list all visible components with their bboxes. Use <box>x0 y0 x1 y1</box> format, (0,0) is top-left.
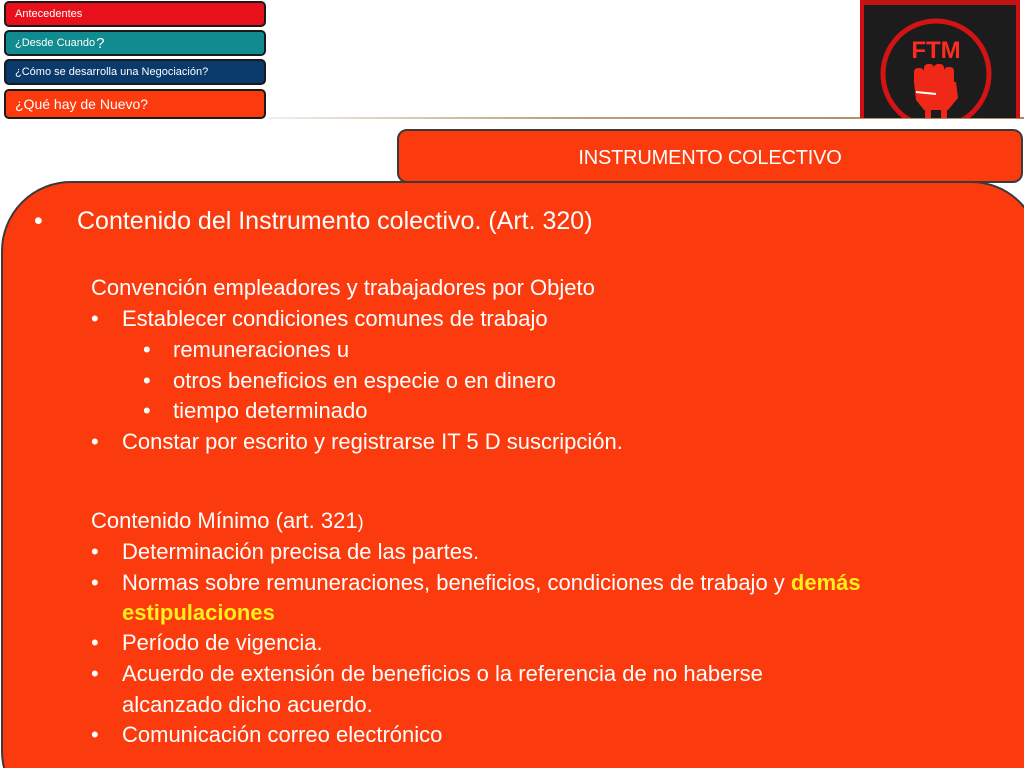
bullet-marker: • <box>91 722 99 747</box>
heading-bullet: • <box>34 207 43 235</box>
section-title-tab <box>397 129 1023 183</box>
nav-antecedentes-button[interactable] <box>4 1 266 27</box>
section1-title: Convención empleadores y trabajadores por Objeto <box>91 275 595 300</box>
s1-sub3: tiempo determinado <box>173 398 368 423</box>
raised-fist-icon <box>914 64 958 118</box>
nav-desde-cuando-question-mark: ? <box>96 34 105 52</box>
s2-item4-line1: Acuerdo de extensión de beneficios o la referencia de no haberse <box>122 661 763 686</box>
section-title: INSTRUMENTO COLECTIVO <box>578 147 842 169</box>
s2-item2-highlight-demas: demás <box>790 570 861 595</box>
bullet-marker: • <box>91 661 99 686</box>
section2-title-paren: ) <box>357 512 364 532</box>
nav-que-hay-nuevo-button[interactable] <box>4 89 266 119</box>
bullet-marker: • <box>143 398 151 423</box>
s2-item2-highlight-estipulaciones: estipulaciones <box>122 600 275 625</box>
s1-sub1: remuneraciones u <box>173 337 350 362</box>
s1-item2: Constar por escrito y registrarse IT 5 D suscripción. <box>122 429 623 454</box>
ftm-logo <box>860 0 1020 118</box>
bullet-marker: • <box>143 337 151 362</box>
section2-title-text: Contenido Mínimo (art. 321 <box>91 508 358 533</box>
bullet-marker: • <box>143 368 151 393</box>
logo-top-strip <box>864 0 1016 5</box>
nav-desde-cuando-button[interactable] <box>4 30 266 56</box>
s2-item3: Período de vigencia. <box>122 630 323 655</box>
nav-desde-cuando-label: ¿Desde Cuando <box>15 37 96 49</box>
nav-antecedentes-label: Antecedentes <box>15 8 83 20</box>
s1-item1: Establecer condiciones comunes de trabajo <box>122 306 548 331</box>
s1-sub2: otros beneficios en especie o en dinero <box>173 368 556 393</box>
nav-como-negociacion-button[interactable] <box>4 59 266 85</box>
s2-item1: Determinación precisa de las partes. <box>122 539 480 564</box>
content-heading: Contenido del Instrumento colectivo. (Art. 320) <box>77 207 593 235</box>
bullet-marker: • <box>91 429 99 454</box>
s2-item2-text: Normas sobre remuneraciones, beneficios, condiciones de trabajo y <box>122 570 791 595</box>
nav-que-hay-nuevo-label: ¿Qué hay de Nuevo? <box>15 96 149 112</box>
bullet-marker: • <box>91 539 99 564</box>
logo-emblem <box>876 12 996 118</box>
s2-item2-line1 <box>122 570 861 596</box>
s2-item5: Comunicación correo electrónico <box>122 722 443 747</box>
logo-text: FTM <box>911 37 961 64</box>
s2-item4-line2: alcanzado dicho acuerdo. <box>122 692 373 717</box>
bullet-marker: • <box>91 630 99 655</box>
bullet-marker: • <box>91 570 99 595</box>
nav-como-negociacion-label: ¿Cómo se desarrolla una Negociación? <box>15 66 209 78</box>
section2-title <box>91 508 364 534</box>
bullet-marker: • <box>91 306 99 331</box>
